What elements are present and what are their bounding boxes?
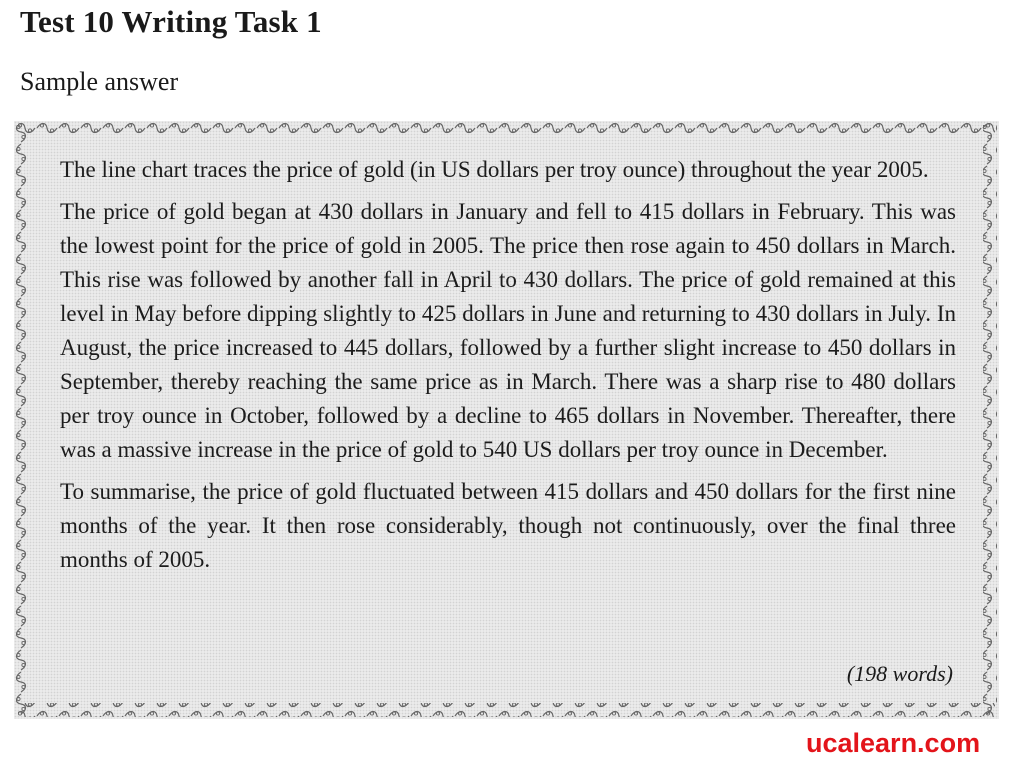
- answer-paragraph-summary: To summarise, the price of gold fluctuated between 415 dollars and 450 dollars for the first nine months of the year. It then rose considerably, though not continuously, over the final three months of 2005.: [60, 479, 956, 572]
- answer-paragraph-body: The price of gold began at 430 dollars in January and fell to 415 dollars in February. This was the lowest point for the price of gold in 2005. The price then rose again to 450 dollars in March. This rise was followed by another fall in April to 430 dollars. The price of gold remained at this level in May before dipping slightly to 425 dollars in June and returning to 430 dollars in July. In August, the price increased to 445 dollars, followed by a further slight increase to 450 dollars in September, thereby reaching the same price as in March. There was a sharp rise to 480 dollars per troy ounce in October, followed by a decline to 465 dollars in November. Thereafter, there was a massive increase in the price of gold to 540 US dollars per troy ounce in December.: [60, 199, 956, 462]
- answer-paragraph-intro: The line chart traces the price of gold (in US dollars per troy ounce) throughout the year 2005.: [60, 157, 929, 182]
- watermark-logo: ucalearn.com: [806, 728, 981, 758]
- word-count: (198 words): [846, 661, 953, 686]
- answer-text: [60, 153, 956, 585]
- page-title: Test 10 Writing Task 1: [20, 4, 322, 39]
- section-subtitle: Sample answer: [20, 67, 179, 96]
- sample-answer-box: [14, 121, 999, 719]
